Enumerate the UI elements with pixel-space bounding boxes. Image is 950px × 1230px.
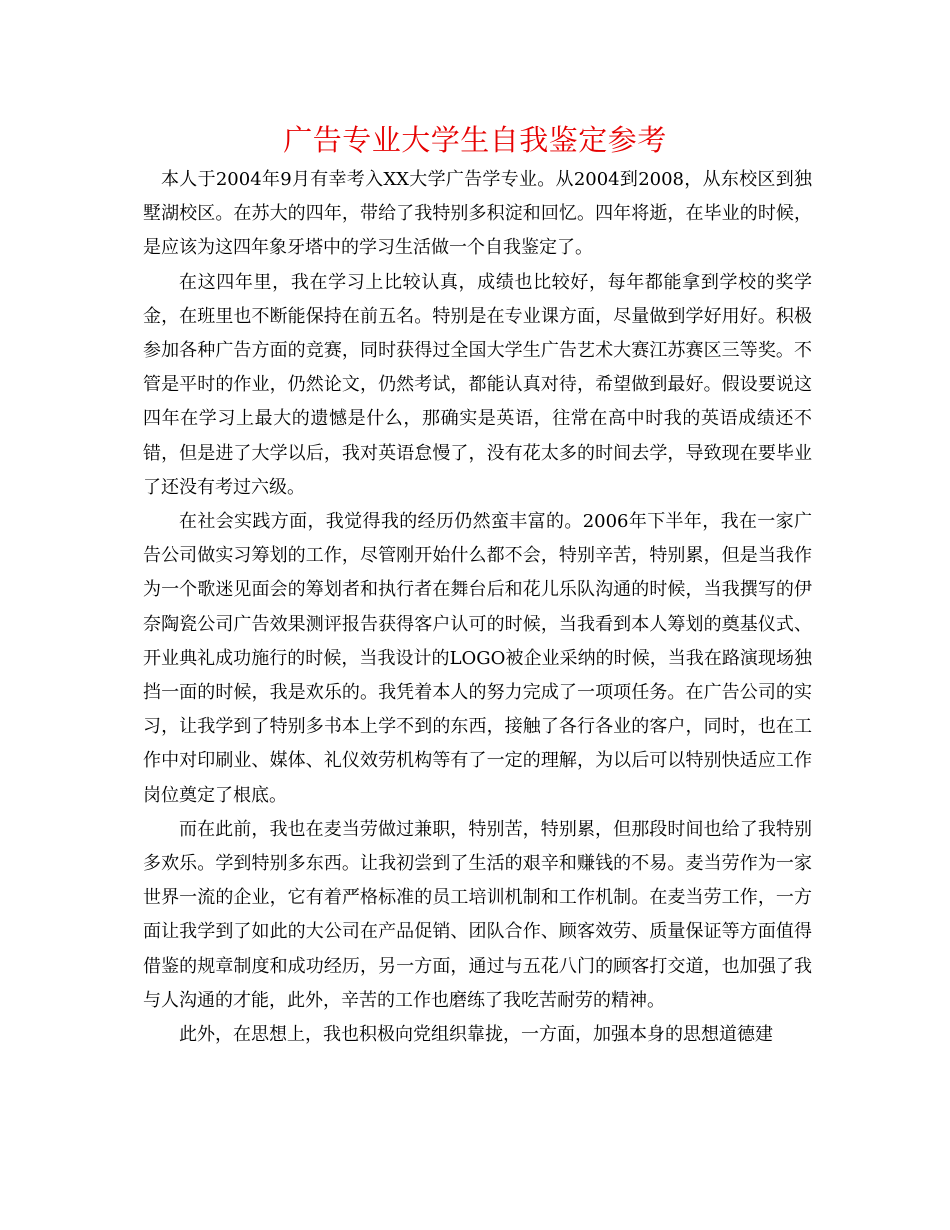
paragraph-study: 在这四年里，我在学习上比较认真，成绩也比较好，每年都能拿到学校的奖学金，在班里也不断能保持在前五名。特别是在专业课方面，尽量做到学好用好。积极参加各种广告方面的竞赛，同时获得过全国大学生广告艺术大赛江苏赛区三等奖。不管是平时的作业，仍然论文，仍然考试，都能认真对待，希望做到最好。假设要说这四年在学习上最大的遗憾是什么，那确实是英语，往常在高中时我的英语成绩还不错，但是进了大学以后，我对英语怠慢了，没有花太多的时间去学，导致现在要毕业了还没有考过六级。: [143, 271, 812, 498]
paragraph-intro: 本人于2004年9月有幸考入XX大学广告学专业。从2004到2008，从东校区到独墅湖校区。在苏大的四年，带给了我特别多积淀和回忆。四年将逝，在毕业的时候，是应该为这四年象牙塔中的学习生活做一个自我鉴定了。: [143, 169, 812, 259]
document-title: 广告专业大学生自我鉴定参考: [283, 123, 667, 157]
document-body: [143, 163, 812, 1052]
paragraph-ideology: 此外，在思想上，我也积极向党组织靠拢，一方面，加强本身的思想道德建: [179, 1024, 773, 1046]
paragraph-social-practice: 在社会实践方面，我觉得我的经历仍然蛮丰富的。2006年下半年，我在一家广告公司做实习筹划的工作，尽管刚开始什么都不会，特别辛苦，特别累，但是当我作为一个歌迷见面会的筹划者和执行者在舞台后和花儿乐队沟通的时候，当我撰写的伊奈陶瓷公司广告效果测评报告获得客户认可的时候，当我看到本人筹划的奠基仪式、开业典礼成功施行的时候，当我设计的LOGO被企业采纳的时候，当我在路演现场独挡一面的时候，我是欢乐的。我凭着本人的努力完成了一项项任务。在广告公司的实习，让我学到了特别多书本上学不到的东西，接触了各行各业的客户，同时，也在工作中对印刷业、媒体、礼仪效劳机构等有了一定的理解，为以后可以特别快适应工作岗位奠定了根底。: [143, 511, 812, 806]
paragraph-part-time-job: 而在此前，我也在麦当劳做过兼职，特别苦，特别累，但那段时间也给了我特别多欢乐。学到特别多东西。让我初尝到了生活的艰辛和赚钱的不易。麦当劳作为一家世界一流的企业，它有着严格标准的员工培训机制和工作机制。在麦当劳工作，一方面让我学到了如此的大公司在产品促销、团队合作、顾客效劳、质量保证等方面值得借鉴的规章制度和成功经历，另一方面，通过与五花八门的顾客打交道，也加强了我与人沟通的才能，此外，辛苦的工作也磨练了我吃苦耐劳的精神。: [143, 818, 812, 1011]
